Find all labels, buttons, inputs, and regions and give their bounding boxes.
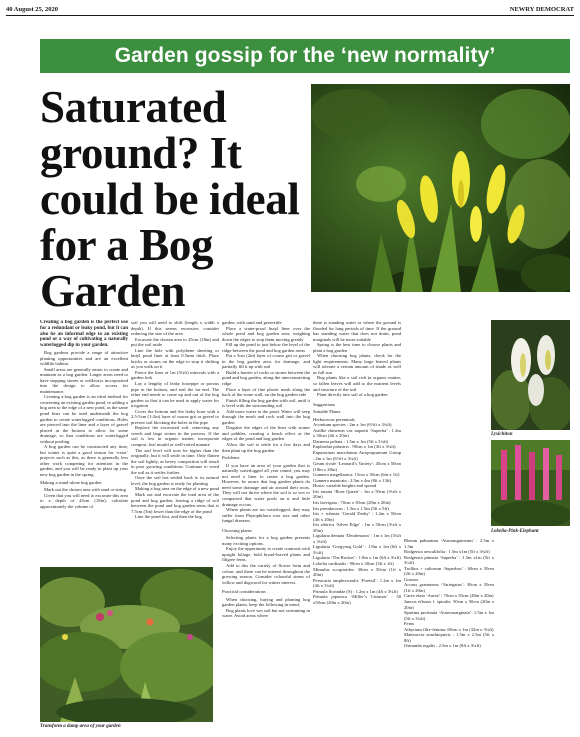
folio-publication: NEWRY DEMOCRAT: [509, 5, 574, 13]
subheading: Herbaceous perennials: [313, 416, 355, 422]
paragraph: Small areas are generally easier to create and maintain as a bog garden. Larger areas need to have stepping stones or walkways incorporated into the design to allow access for maintenance.: [40, 366, 128, 394]
subheading: Problems: [222, 455, 240, 461]
plant-entry: Matteuccia struthiopteris : 1.5m x 2.5m (5ft x 8ft): [404, 632, 494, 643]
paragraph: Spring is the best time to choose plants and plant a bog garden: [313, 342, 401, 353]
photo-lobelia-pink-elephant: [491, 440, 570, 526]
paragraph: Place a water-proof butyl liner over the whole pond and bog garden area, weighing down the edges to stop them moving greatly: [222, 325, 310, 342]
plant-entry: Osmunda regalis : 2.5m x 1m (8ft x 3¼ft): [404, 643, 481, 649]
paragraph: Bog plants like a soil rich in organic matter, so fallen leaves will add to the nutrient levels and structure of the soil: [313, 375, 401, 392]
plant-entry: Spartina pectinata ‘Aureomarginata’: 1.5m x 1m (5ft x 3¼ft): [404, 610, 494, 621]
paragraph: Line the hole with polythene sheeting or butyl pond liner at least 0.5mm thick. Place bricks or stones on the edge to stop it shifting as you walk on it: [131, 347, 219, 370]
plant-entry: Iris pseudacorus : 1.5m x 1.5m (5ft x 5ft): [313, 505, 389, 511]
plant-entry: Gunnera magellanica: 15cm x 30cm (6in x 1ft): [313, 472, 400, 478]
plant-entry: Primula japonica ‘Miller’s Crimson’ : 50 x50cm (20in x 20in): [313, 594, 401, 605]
paragraph: Add more water to the pond. Water will seep through the mesh and rock wall into the bog garden: [222, 408, 310, 425]
column-4: [313, 320, 401, 725]
paragraph: Allow the soil to settle for a few days and then plant up the bog garden: [222, 442, 310, 453]
paragraph: Mark out the chosen area with sand or string: [44, 487, 126, 493]
paragraph: Bog gardens provide a range of attractive planting opportunities and are an excellent wildlife habitat.: [40, 349, 128, 367]
page-folio: [6, 3, 574, 15]
subheading: Suggestions: [313, 401, 336, 407]
caption-damp-garden: Transform a damp area of your garden: [40, 724, 121, 729]
plant-entry: Euphorbia palustris : 90cm x 1m (3ft x 3¼ft): [313, 444, 396, 450]
paragraph: there is standing water or where the ground is flooded for long periods of time. If the ground has standing water that does not drain, pond marginals will be more suitable: [313, 320, 401, 342]
paragraph: Plant directly into soil of a bog garden: [317, 392, 388, 398]
column-3: [222, 320, 310, 725]
paragraph: If you have an area of your garden that is naturally waterlogged all year round, you may not need a liner to create a bog garden. However, be aware that bog garden plants do need some drainage and air around their roots. They will not thrive where the soil is so wet or compacted that water pools on it and little drainage occurs.: [222, 462, 310, 507]
paragraph: Given that you will need to excavate this area to a depth of 45cm (18in), calculate approximately the volume of: [40, 492, 128, 509]
paragraph: Excavate the chosen area to 45cm (18in) and put the soil aside: [131, 336, 219, 348]
paragraph: Enjoy the opportunity to create contrasts with upright foliage, bold broad-leaved plants and filigree ferns.: [222, 546, 310, 563]
subheading: Practical considerations: [222, 589, 266, 595]
paragraph: Creating a bog garden is an ideal method for converting an existing garden pond, or adding a bog area to the edge of a new pond, as the same pond liner can be used underneath the bog garden to create waterlogged conditions. Holes are pierced into the liner and a layer of gravel placed in the bottom to allow for some drainage, so that conditions are waterlogged without pooling.: [40, 394, 128, 444]
section-banner: [40, 39, 570, 73]
paragraph: Build a barrier of rocks or stones between the pond and bog garden, along the interconnecting ridge: [222, 369, 310, 387]
column-2: [131, 320, 219, 565]
plant-entry: Geum rivale ‘Leonard’s Variety’: 45cm x 50cm (18in x 20in): [313, 461, 401, 472]
paragraph: Where plants are too waterlogged, they may suffer from Phytophthora root rots and other fungal diseases.: [222, 507, 310, 524]
folio-rule: [6, 15, 574, 16]
plant-entry: Iris × robusta ‘Gerald Darby’ : 1.2m x 50cm (4ft x 20in): [313, 511, 401, 522]
paragraph: Place a layer of fine plastic mesh along the back of the stone wall, on the bog garden side: [222, 386, 310, 398]
plant-entry: Iris laevigata : 70cm x 50cm (28in x 20in): [313, 499, 391, 505]
subheading: Making a stand-alone bog garden: [40, 479, 102, 485]
subheading: Ferns: [404, 621, 415, 627]
paragraph: Once the soil has settled back to its natural level, the bog garden is ready for planting: [131, 475, 219, 486]
plant-entry: Ligularia ‘The Rocket’ : 1.8m x 1m (6ft x 3¼ft): [313, 555, 401, 561]
plant-entry: Primula florindae (S) : 1.2m x 1m (4ft x 3¼ft): [313, 588, 398, 594]
caption-lysichiton: Lysichiton: [491, 432, 513, 437]
plant-entry: Darmera peltata : 1.5m x 1m (5ft x 3¼ft): [313, 438, 389, 444]
plant-entry: Astilbe chinensis var. taquetii ‘Superba’ : 1.2m x 50cm (4ft x 20in): [313, 427, 401, 439]
paragraph: Bog plants love wet soil but not swimming in water. Avoid areas where: [222, 607, 310, 619]
paragraph: Fill up the pond to just below the level of the ridge between the pond and bog garden areas: [222, 342, 310, 353]
article-headline: Saturated ground? It could be ideal for a Bog Garden: [40, 82, 300, 316]
caption-lobelia: Lobelia-Pink-Elephant: [491, 529, 539, 534]
plant-entry: Aconitum species : 2m x 1m (6½ft x 3¼ft): [313, 422, 392, 428]
plant-entry: Rheum palmatum ‘Atrosanguineum’ : 2.5m x 1.5m: [404, 538, 494, 549]
plant-entry: Rodgersia aesculifolia : 1.5m x1m (5ft x 3¼ft): [404, 549, 490, 555]
banner-title: Garden gossip for the ‘new normality’: [114, 44, 496, 67]
plant-entry: Mimulus scorpioides: 30cm x 50cm (1ft x 20in): [313, 566, 401, 578]
plant-entry: Athyrium filix-femina: 60cm x 1m (32in x 3¼ft): [404, 626, 494, 632]
column-1: [40, 320, 128, 560]
paragraph: Pierce the liner at 1m (3¼ft) intervals with a garden fork: [131, 369, 219, 381]
plant-entry: Acorus gramineus ‘Variegatus’: 30cm x 50cm (1ft x 20in): [404, 582, 494, 593]
plant-entry: Persicaria amplexicaulis ‘Firetail’: 1.2m x 1m (4ft x 3¼ft): [313, 577, 401, 589]
plant-entry: Iris ensata ‘Rose Queen’ : 1m x 50cm (3¼ft x 20in): [313, 488, 401, 500]
column-5: [404, 538, 494, 723]
plant-entry: Ligularia dentata ‘Desdemona’ : 1m x 1m (3¼ft x 3¼ft): [313, 533, 401, 544]
paragraph: Line the pond first, and then the bog: [135, 514, 202, 520]
paragraph: Cover the bottom and the leaky hose with a 2.5-5cm (1-2in) layer of coarse grit or gravel to prevent soil blocking the holes in the pipe: [131, 408, 219, 425]
lead-paragraph: Creating a bog garden is the perfect use for a redundant or leaky pond, but it can also be an informal edge to an existing pond or a way of cultivating a naturally waterlogged dip in your garden.: [40, 320, 128, 349]
paragraph: soil you will need to shift (length x width x depth). If this seems excessive, consider reducing the size of the area: [131, 320, 219, 337]
paragraph: Replace the excavated soil, removing any weeds and large stones in the process. If the soil is low in organic matter, incorporate compost, leaf mould or well-rotted manure: [131, 425, 219, 448]
plant-entry: Hosta: variable heights and spread: [313, 483, 377, 489]
plant-entry: Carex elata ‘Aurea’ : 70cm x 50cm (28in x 20in): [404, 593, 494, 599]
paragraph: Lay a lengthy of leaky hosepipe or porous pipe in the bottom, and seal the far end. The other end needs to come up and out of the bog garden so that it can be used to apply water for irrigation: [131, 381, 219, 409]
plant-entry: Rodgersia pinnata ‘Superba’ : 1.5m x1m (5ft x 3¼ft): [404, 554, 494, 566]
hero-photo-bog-garden: [311, 84, 570, 292]
plant-entry: Ligularia ‘Gregynog Gold’ : 1.8m x 1m (6ft x 3¼ft): [313, 544, 401, 555]
paragraph: When choosing, buying and planting bog garden plants, keep the following in mind;: [222, 596, 310, 608]
plant-entry: Gunnera manicata : 2.5m x 4m (8ft x 13ft): [313, 477, 392, 483]
paragraph: Put a 5cm (2in) layer of coarse grit or gravel in the bog garden area, for drainage, and partially fill it up with soil: [222, 353, 310, 370]
plant-entry: Iris sibirica ‘Silver Edge’ : 1m x 50cm (3¼ft x 20in): [313, 522, 401, 533]
subheading: Choosing plants: [222, 527, 252, 533]
subheading: Grasses: [404, 576, 419, 582]
paragraph: Making a bog area on the edge of a new pond: [135, 486, 219, 492]
paragraph: When choosing bog plants, check for the light requirements. Many large leaved plants will tolerate a certain amount of shade as well as full sun: [313, 353, 401, 375]
folio-date-page: 40 August 25, 2020: [6, 5, 59, 13]
photo-damp-garden: [40, 567, 213, 722]
plant-entry: Lobelia cardinalis : 90cm x 30cm (3ft x 1ft): [313, 560, 394, 566]
plant-entry: Eupatorium maculatum Atropurpureum Group : 2m x 1m (6½ft x 3¼ft): [313, 450, 401, 461]
plant-entry: Juncus effusus f. spiralis: 50cm x 50cm (20in x 20in): [404, 599, 494, 610]
paragraph: garden, with sand and geotextile: [222, 320, 282, 325]
paragraph: The soil level will now be higher than the originally, but it will settle in time. Only flatten the soil lightly, as heavy compaction will result in poor growing conditions. Continue to weed the soil as it settles further: [131, 447, 219, 475]
plant-entry: Trollius × cultorum ‘Superbus’ : 60cm x 50cm (2ft x 20in): [404, 565, 494, 577]
paragraph: Disguise the edges of the liner with stones and pebbles, creating a beach effect at the edges of the pond and bog garden: [222, 425, 310, 442]
paragraph: Finish filling the bog garden with soil, until it is level with the surrounding soil: [222, 397, 310, 409]
photo-lysichiton: [491, 320, 570, 430]
paragraph: A bog garden can be constructed any time, but winter is quiet a good season for ‘extra’ projects such as this, as there is generally less other work competing for attention in the garden, and you will be ready to plant up your new bog garden in the spring.: [40, 444, 128, 478]
subheading: Suitable Plants: [313, 409, 341, 415]
paragraph: Add to this the variety of flower form and colour, and there can be interest throughout the growing season. Consider colourful stems of willow and dogwood for winter interest.: [222, 562, 310, 585]
paragraph: Mark out and excavate the total area of the pond and bog garden, leaving a ridge of soil between the pond and bog garden areas that is 7.5cm (3in) lower than the edge of the pond: [131, 491, 219, 514]
paragraph: Selecting plants for a bog garden presents many exciting options.: [222, 535, 310, 546]
